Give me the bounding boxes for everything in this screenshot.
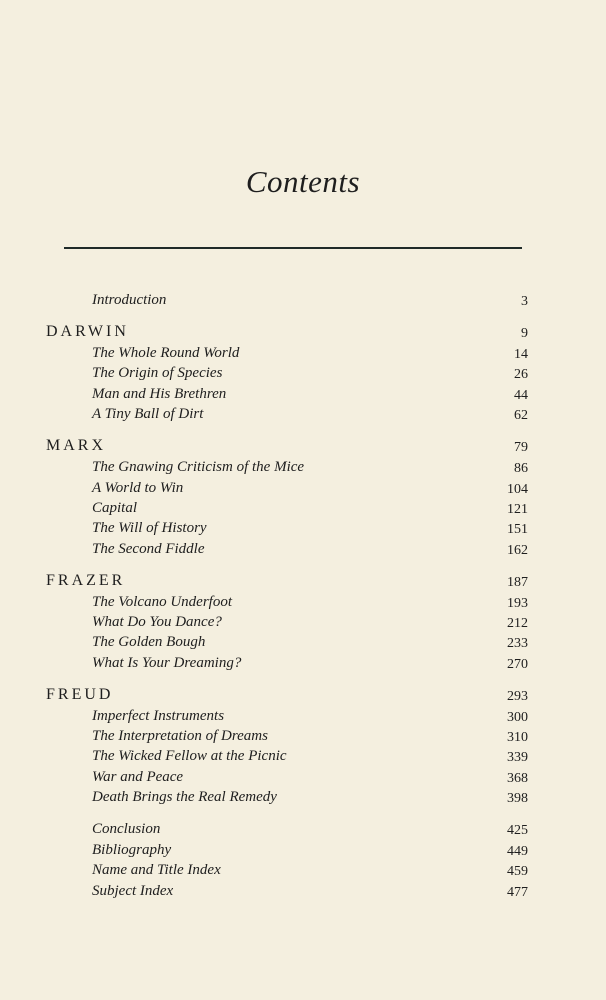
toc-entry-page: 310 bbox=[507, 730, 528, 745]
toc-entry-page: 3 bbox=[521, 294, 528, 309]
toc-entry-page: 459 bbox=[507, 864, 528, 879]
toc-entry-title: The Interpretation of Dreams bbox=[92, 728, 268, 744]
toc-entry-page: 14 bbox=[514, 347, 528, 362]
toc-entry bbox=[0, 767, 606, 789]
toc-entry-title: The Whole Round World bbox=[92, 345, 240, 361]
toc-entry-title: A World to Win bbox=[92, 480, 184, 496]
toc-entry-title: The Second Fiddle bbox=[92, 541, 205, 557]
toc-entry bbox=[0, 404, 606, 426]
toc-entry bbox=[0, 498, 606, 520]
toc-entry-introduction bbox=[0, 290, 606, 312]
toc-entry-page: 193 bbox=[507, 596, 528, 611]
section-title: FRAZER bbox=[46, 572, 126, 589]
toc-entry bbox=[0, 363, 606, 385]
toc-entry bbox=[0, 653, 606, 675]
toc-entry-page: 293 bbox=[507, 689, 528, 704]
toc-entry bbox=[0, 539, 606, 561]
toc-entry-title: The Wicked Fellow at the Picnic bbox=[92, 748, 287, 764]
toc-entry-page: 79 bbox=[514, 440, 528, 455]
toc-entry-title: War and Peace bbox=[92, 769, 184, 785]
toc-entry-conclusion bbox=[0, 819, 606, 841]
toc-entry-page: 162 bbox=[507, 543, 528, 558]
toc-entry-title: The Gnawing Criticism of the Mice bbox=[92, 459, 305, 475]
toc-entry-title: Bibliography bbox=[92, 842, 172, 858]
toc-entry-title: The Volcano Underfoot bbox=[92, 594, 232, 610]
toc-section-marx bbox=[0, 436, 606, 458]
toc-entry-bibliography bbox=[0, 840, 606, 862]
section-title: MARX bbox=[46, 437, 107, 454]
toc-entry-title: What Is Your Dreaming? bbox=[92, 655, 242, 671]
toc-entry-title: Imperfect Instruments bbox=[92, 708, 225, 724]
toc-entry-page: 104 bbox=[507, 482, 528, 497]
toc-entry-title: Name and Title Index bbox=[92, 862, 221, 878]
toc-section-freud bbox=[0, 685, 606, 707]
toc-entry-page: 44 bbox=[514, 388, 528, 403]
toc-entry-page: 187 bbox=[507, 575, 528, 590]
toc-entry-name-index bbox=[0, 860, 606, 882]
toc-entry-title: Capital bbox=[92, 500, 138, 516]
toc-entry-title: Introduction bbox=[92, 292, 167, 308]
toc-entry bbox=[0, 787, 606, 809]
toc-entry-page: 270 bbox=[507, 657, 528, 672]
toc-entry-title: Subject Index bbox=[92, 883, 174, 899]
toc-entry-page: 300 bbox=[507, 710, 528, 725]
toc-entry-page: 339 bbox=[507, 750, 528, 765]
toc-entry-subject-index bbox=[0, 881, 606, 903]
toc-entry bbox=[0, 384, 606, 406]
toc-entry bbox=[0, 706, 606, 728]
toc-entry bbox=[0, 746, 606, 768]
toc-entry bbox=[0, 343, 606, 365]
toc-entry-page: 368 bbox=[507, 771, 528, 786]
toc-entry-title: The Origin of Species bbox=[92, 365, 223, 381]
toc-entry-page: 233 bbox=[507, 636, 528, 651]
toc-entry-title: Man and His Brethren bbox=[92, 386, 227, 402]
toc-entry-page: 477 bbox=[507, 885, 528, 900]
toc-entry-page: 398 bbox=[507, 791, 528, 806]
toc-entry-title: A Tiny Ball of Dirt bbox=[92, 406, 204, 422]
toc-entry bbox=[0, 592, 606, 614]
toc-entry-title: Conclusion bbox=[92, 821, 161, 837]
toc-section-frazer bbox=[0, 571, 606, 593]
toc-entry-page: 212 bbox=[507, 616, 528, 631]
toc-entry bbox=[0, 726, 606, 748]
toc-entry-page: 425 bbox=[507, 823, 528, 838]
toc-entry bbox=[0, 457, 606, 479]
toc-entry bbox=[0, 518, 606, 540]
toc-entry-page: 151 bbox=[507, 522, 528, 537]
toc-entry-page: 9 bbox=[521, 326, 528, 341]
toc-entry-page: 26 bbox=[514, 367, 528, 382]
toc-entry-title: The Will of History bbox=[92, 520, 207, 536]
toc-entry-page: 62 bbox=[514, 408, 528, 423]
section-title: DARWIN bbox=[46, 323, 129, 340]
toc-entry-page: 86 bbox=[514, 461, 528, 476]
toc-entry bbox=[0, 632, 606, 654]
toc-entry-page: 449 bbox=[507, 844, 528, 859]
toc-entry bbox=[0, 612, 606, 634]
section-title: FREUD bbox=[46, 686, 114, 703]
toc-entry-page: 121 bbox=[507, 502, 528, 517]
toc-entry-title: Death Brings the Real Remedy bbox=[92, 789, 277, 805]
toc-entry bbox=[0, 478, 606, 500]
toc-entry-title: What Do You Dance? bbox=[92, 614, 222, 630]
toc-entry-title: The Golden Bough bbox=[92, 634, 206, 650]
toc-section-darwin bbox=[0, 322, 606, 344]
page-title: Contents bbox=[245, 164, 361, 199]
